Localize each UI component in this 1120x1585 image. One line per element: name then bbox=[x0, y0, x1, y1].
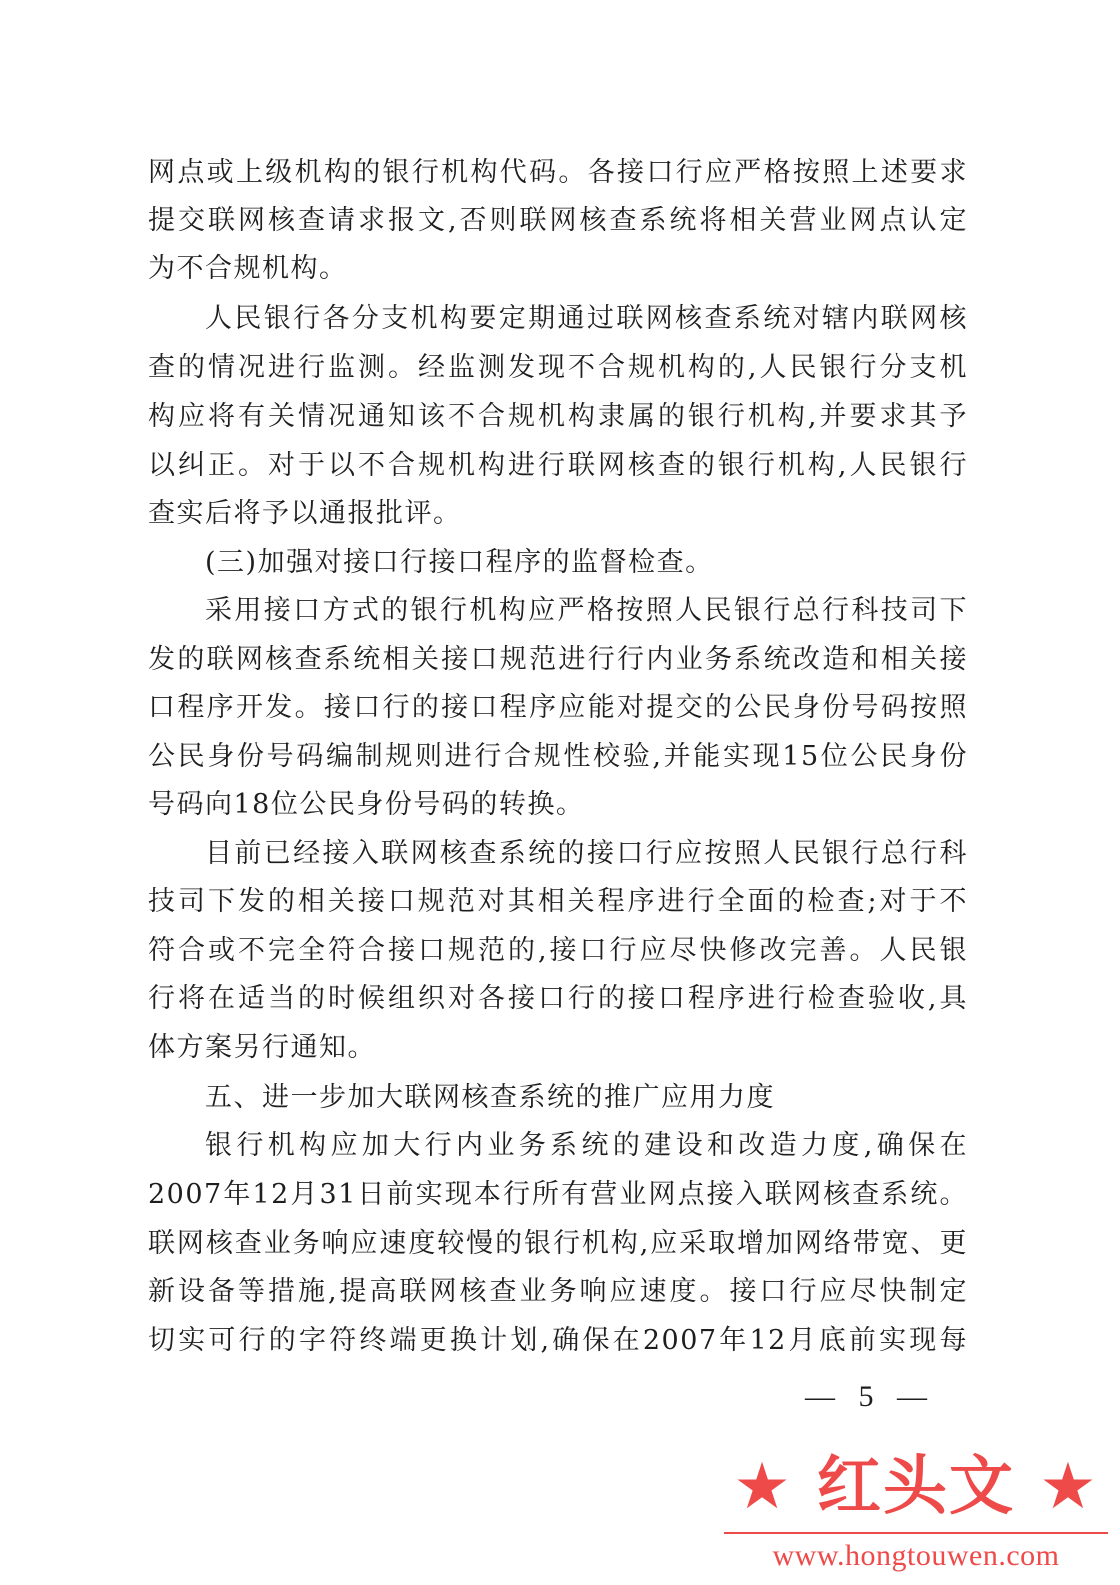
watermark-url: www.hongtouwen.com bbox=[772, 1539, 1060, 1572]
watermark-title: ★ 红头文 ★ bbox=[733, 1450, 1099, 1524]
body-line: 公民身份号码编制规则进行合规性校验,并能实现15位公民身份 bbox=[148, 741, 968, 772]
body-line: 以纠正。对于以不合规机构进行联网核查的银行机构,人民银行 bbox=[148, 450, 968, 481]
body-line: 银行机构应加大行内业务系统的建设和改造力度,确保在 bbox=[205, 1130, 968, 1161]
body-line: 发的联网核查系统相关接口规范进行行内业务系统改造和相关接 bbox=[148, 644, 968, 675]
body-line: 技司下发的相关接口规范对其相关程序进行全面的检查;对于不 bbox=[148, 886, 968, 917]
body-line: 人民银行各分支机构要定期通过联网核查系统对辖内联网核 bbox=[205, 303, 968, 334]
body-line: 体方案另行通知。 bbox=[148, 1032, 376, 1063]
section-heading: (三)加强对接口行接口程序的监督检查。 bbox=[205, 547, 714, 578]
body-line: 采用接口方式的银行机构应严格按照人民银行总行科技司下 bbox=[205, 595, 968, 626]
watermark bbox=[720, 1432, 1112, 1582]
body-line: 联网核查业务响应速度较慢的银行机构,应采取增加网络带宽、更 bbox=[148, 1228, 968, 1259]
body-line: 查实后将予以通报批评。 bbox=[148, 498, 462, 529]
body-line: 查的情况进行监测。经监测发现不合规机构的,人民银行分支机 bbox=[148, 352, 968, 383]
body-line: 新设备等措施,提高联网核查业务响应速度。接口行应尽快制定 bbox=[148, 1276, 968, 1307]
body-line: 提交联网核查请求报文,否则联网核查系统将相关营业网点认定 bbox=[148, 205, 968, 236]
watermark-divider bbox=[724, 1532, 1108, 1534]
body-line: 号码向18位公民身份号码的转换。 bbox=[148, 789, 585, 820]
body-line: 目前已经接入联网核查系统的接口行应按照人民银行总行科 bbox=[205, 838, 968, 869]
body-line: 行将在适当的时候组织对各接口行的接口程序进行检查验收,具 bbox=[148, 983, 968, 1014]
body-line: 符合或不完全符合接口规范的,接口行应尽快修改完善。人民银 bbox=[148, 935, 968, 966]
page-number: — 5 — bbox=[805, 1380, 935, 1413]
body-line: 切实可行的字符终端更换计划,确保在2007年12月底前实现每 bbox=[148, 1325, 968, 1356]
body-line: 口程序开发。接口行的接口程序应能对提交的公民身份号码按照 bbox=[148, 692, 968, 723]
body-line: 为不合规机构。 bbox=[148, 253, 348, 284]
section-heading: 五、进一步加大联网核查系统的推广应用力度 bbox=[205, 1082, 775, 1113]
body-line: 网点或上级机构的银行机构代码。各接口行应严格按照上述要求 bbox=[148, 157, 968, 188]
body-line: 构应将有关情况通知该不合规机构隶属的银行机构,并要求其予 bbox=[148, 401, 968, 432]
body-line: 2007年12月31日前实现本行所有营业网点接入联网核查系统。 bbox=[148, 1179, 968, 1210]
